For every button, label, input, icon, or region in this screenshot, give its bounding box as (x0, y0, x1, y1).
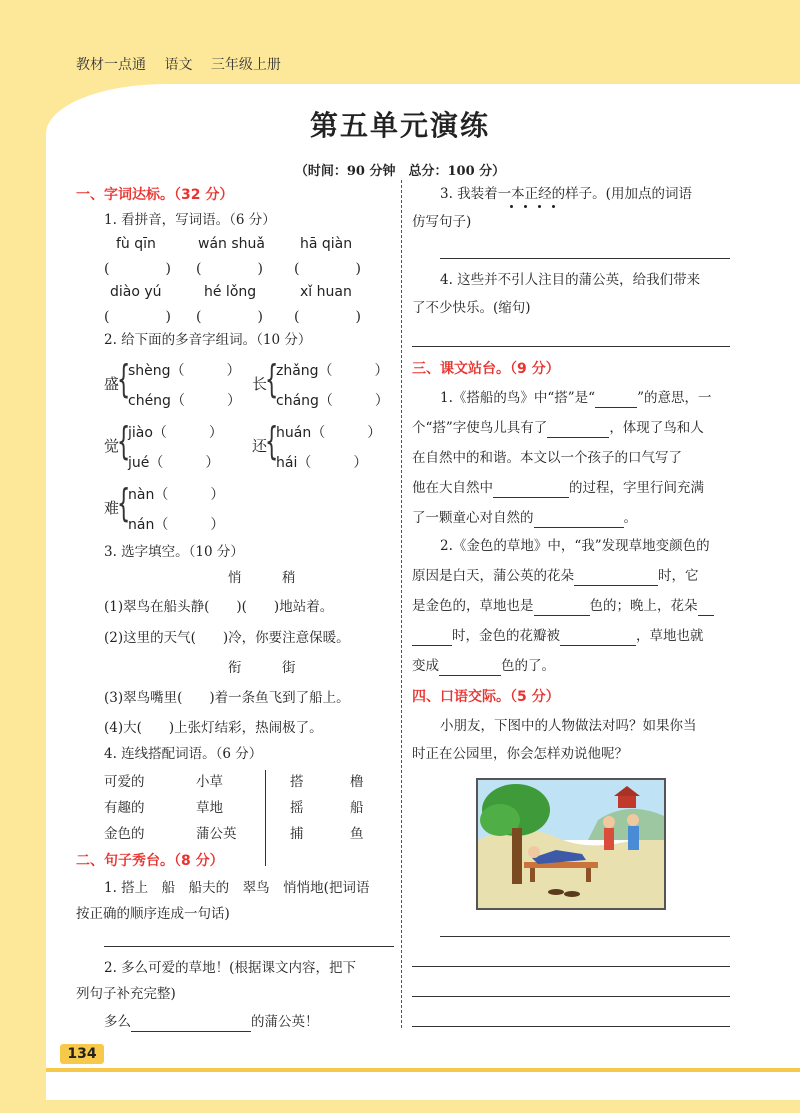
q4-prompt: 4. 连线搭配词语。（6 分） (104, 746, 263, 762)
answer-box[interactable]: ( ) (104, 261, 171, 277)
match-divider (265, 770, 266, 866)
section-4-heading: 四、口语交际。（5 分） (412, 689, 560, 705)
char-pair: 衔 街 (228, 660, 296, 676)
pinyin-2: wán shuǎ (198, 236, 265, 252)
answer-line[interactable] (412, 966, 730, 967)
match-word[interactable]: 橹 (350, 774, 364, 790)
brace-icon: { (265, 357, 279, 401)
page-title: 第五单元演练 (309, 109, 490, 142)
section-1-heading: 一、字词达标。（32 分） (76, 187, 234, 203)
book-header (76, 54, 295, 74)
polyphone-char: 长 (252, 375, 268, 393)
text: ，体现了鸟和人 (609, 420, 704, 436)
s2-q2-fill (104, 1012, 319, 1032)
answer-box[interactable]: ( ) (196, 309, 263, 325)
reading[interactable]: jué（ ） (128, 455, 220, 471)
emphasis-dot (538, 205, 541, 208)
park-scene-icon (478, 780, 664, 908)
fill-suffix: 的蒲公英！ (251, 1014, 319, 1030)
reading[interactable]: chéng（ ） (128, 393, 241, 409)
answer-blank[interactable] (412, 631, 452, 646)
pinyin-6: xǐ huan (300, 284, 352, 300)
brace-icon: { (117, 357, 131, 401)
polyphone-char: 盛 (104, 375, 120, 393)
s3-p1-line (440, 388, 712, 408)
emphasis-dot (552, 205, 555, 208)
s4-prompt-line1: 小朋友，下图中的人物做法对吗？如果你当 (440, 718, 697, 734)
match-word[interactable]: 金色的 (104, 826, 145, 842)
s3-p1-line (412, 508, 637, 528)
polyphone-char: 难 (104, 499, 120, 517)
q1-prompt: 1. 看拼音，写词语。（6 分） (104, 212, 276, 228)
answer-blank[interactable] (534, 601, 590, 616)
answer-blank[interactable] (439, 661, 501, 676)
section-2-heading: 二、句子秀台。（8 分） (76, 853, 224, 869)
answer-blank[interactable] (595, 393, 637, 408)
s3-p2-line (412, 656, 555, 676)
reading[interactable]: hái（ ） (276, 455, 368, 471)
s2-q4-line1: 4. 这些并不引人注目的蒲公英，给我们带来 (440, 272, 701, 288)
column-divider (401, 180, 402, 1028)
text: 。 (623, 510, 637, 526)
s3-p1-line (412, 418, 704, 438)
match-word[interactable]: 有趣的 (104, 800, 145, 816)
section-3-heading: 三、课文站台。（9 分） (412, 361, 560, 377)
pinyin-4: diào yú (110, 284, 162, 300)
answer-box[interactable]: ( ) (104, 309, 171, 325)
text: 时，它 (658, 568, 699, 584)
fill-sentence[interactable]: (4)大( )上张灯结彩，热闹极了。 (104, 720, 323, 736)
reading[interactable]: shèng（ ） (128, 363, 241, 379)
pinyin-3: hā qiàn (300, 236, 353, 252)
match-word[interactable]: 摇 (290, 800, 304, 816)
subject: 语文 (164, 57, 193, 73)
answer-line[interactable] (412, 996, 730, 997)
answer-blank[interactable] (560, 631, 636, 646)
answer-line[interactable] (440, 258, 730, 259)
grade: 三年级上册 (210, 57, 281, 73)
fill-sentence[interactable]: (3)翠鸟嘴里( )着一条鱼飞到了船上。 (104, 690, 350, 706)
match-word[interactable]: 捕 (290, 826, 304, 842)
emphasis-dot (524, 205, 527, 208)
exam-info: （时间：90 分钟 总分：100 分） (294, 164, 506, 179)
match-word[interactable]: 草地 (196, 800, 223, 816)
page-sheet (46, 84, 800, 1100)
match-word[interactable]: 可爱的 (104, 774, 145, 790)
answer-box[interactable]: ( ) (196, 261, 263, 277)
brace-icon: { (117, 481, 131, 525)
fill-sentence[interactable]: (2)这里的天气( )冷，你要注意保暖。 (104, 630, 350, 646)
answer-blank[interactable] (574, 571, 658, 586)
answer-line[interactable] (412, 346, 730, 347)
answer-line[interactable] (104, 946, 394, 947)
match-word[interactable]: 小草 (196, 774, 223, 790)
pinyin-5: hé lǒng (204, 284, 257, 300)
book-name: 教材一点通 (76, 57, 146, 73)
s2-q4-line2: 了不少快乐。(缩句) (412, 300, 531, 316)
polyphone-char: 还 (252, 437, 268, 455)
text: 色的了。 (501, 658, 555, 674)
q3-prompt: 3. 选字填空。（10 分） (104, 544, 244, 560)
s3-p1-line (412, 478, 704, 498)
text: 是金色的，草地也是 (412, 598, 534, 614)
page-number: 134 (60, 1044, 104, 1064)
fill-prefix: 多么 (104, 1014, 131, 1030)
reading[interactable]: zhǎng（ ） (276, 363, 389, 379)
polyphone-char: 觉 (104, 437, 120, 455)
s3-p1-line: 在自然中的和谐。本文以一个孩子的口气写了 (412, 450, 682, 466)
pinyin-1: fù qīn (116, 236, 156, 252)
text: ，草地也就 (636, 628, 704, 644)
q2-prompt: 2. 给下面的多音字组词。（10 分） (104, 332, 312, 348)
answer-box[interactable]: ( ) (294, 261, 361, 277)
s2-q3-line1: 3. 我装着一本正经的样子。(用加点的词语 (440, 186, 692, 202)
match-word[interactable]: 蒲公英 (196, 826, 237, 842)
page-footer-bar (46, 1068, 800, 1072)
emphasis-dot (510, 205, 513, 208)
s2-q1-line1: 1. 搭上 船 船夫的 翠鸟 悄悄地(把词语 (104, 880, 370, 896)
s3-p2-line (412, 566, 699, 586)
match-word[interactable]: 搭 (290, 774, 304, 790)
answer-blank[interactable] (534, 513, 624, 528)
text: 他在大自然中 (412, 480, 493, 496)
text: 了一颗童心对自然的 (412, 510, 534, 526)
text: 个“搭”字使鸟儿具有了 (412, 420, 548, 436)
answer-blank[interactable] (131, 1017, 251, 1032)
s3-p2-line (412, 626, 704, 646)
text: 变成 (412, 658, 439, 674)
answer-blank[interactable] (547, 423, 609, 438)
text: ”的意思，一 (637, 390, 712, 406)
brace-icon: { (117, 419, 131, 463)
match-word[interactable]: 船 (350, 800, 364, 816)
reading[interactable]: cháng（ ） (276, 393, 389, 409)
answer-box[interactable]: ( ) (294, 309, 361, 325)
fill-sentence[interactable]: (1)翠鸟在船头静( )( )地站着。 (104, 599, 334, 615)
reading[interactable]: nàn（ ） (128, 487, 225, 503)
text: 时，金色的花瓣被 (452, 628, 560, 644)
answer-line[interactable] (412, 1026, 730, 1027)
reading[interactable]: jiào（ ） (128, 425, 223, 441)
text: 原因是白天，蒲公英的花朵 (412, 568, 574, 584)
answer-line[interactable] (440, 936, 730, 937)
s2-q2-line1: 2. 多么可爱的草地！(根据课文内容，把下 (104, 960, 356, 976)
s3-p2-line (412, 596, 714, 616)
s4-prompt-line2: 时正在公园里，你会怎样劝说他呢？ (412, 746, 628, 762)
s2-q3-line2: 仿写句子) (412, 214, 472, 230)
s3-p2-line: 2.《金色的草地》中，“我”发现草地变颜色的 (440, 538, 710, 554)
char-pair: 悄 稍 (228, 570, 296, 586)
text: 1.《搭船的鸟》中“搭”是“ (440, 390, 596, 406)
answer-blank[interactable] (493, 483, 569, 498)
park-illustration (476, 778, 666, 910)
s2-q1-line2: 按正确的顺序连成一句话) (76, 906, 230, 922)
reading[interactable]: nán（ ） (128, 517, 225, 533)
reading[interactable]: huán（ ） (276, 425, 382, 441)
match-word[interactable]: 鱼 (350, 826, 364, 842)
s2-q2-line2: 列句子补充完整) (76, 986, 176, 1002)
brace-icon: { (265, 419, 279, 463)
text: 的过程，字里行间充满 (569, 480, 704, 496)
text: 色的；晚上，花朵 (589, 598, 698, 614)
answer-blank[interactable] (698, 601, 714, 616)
